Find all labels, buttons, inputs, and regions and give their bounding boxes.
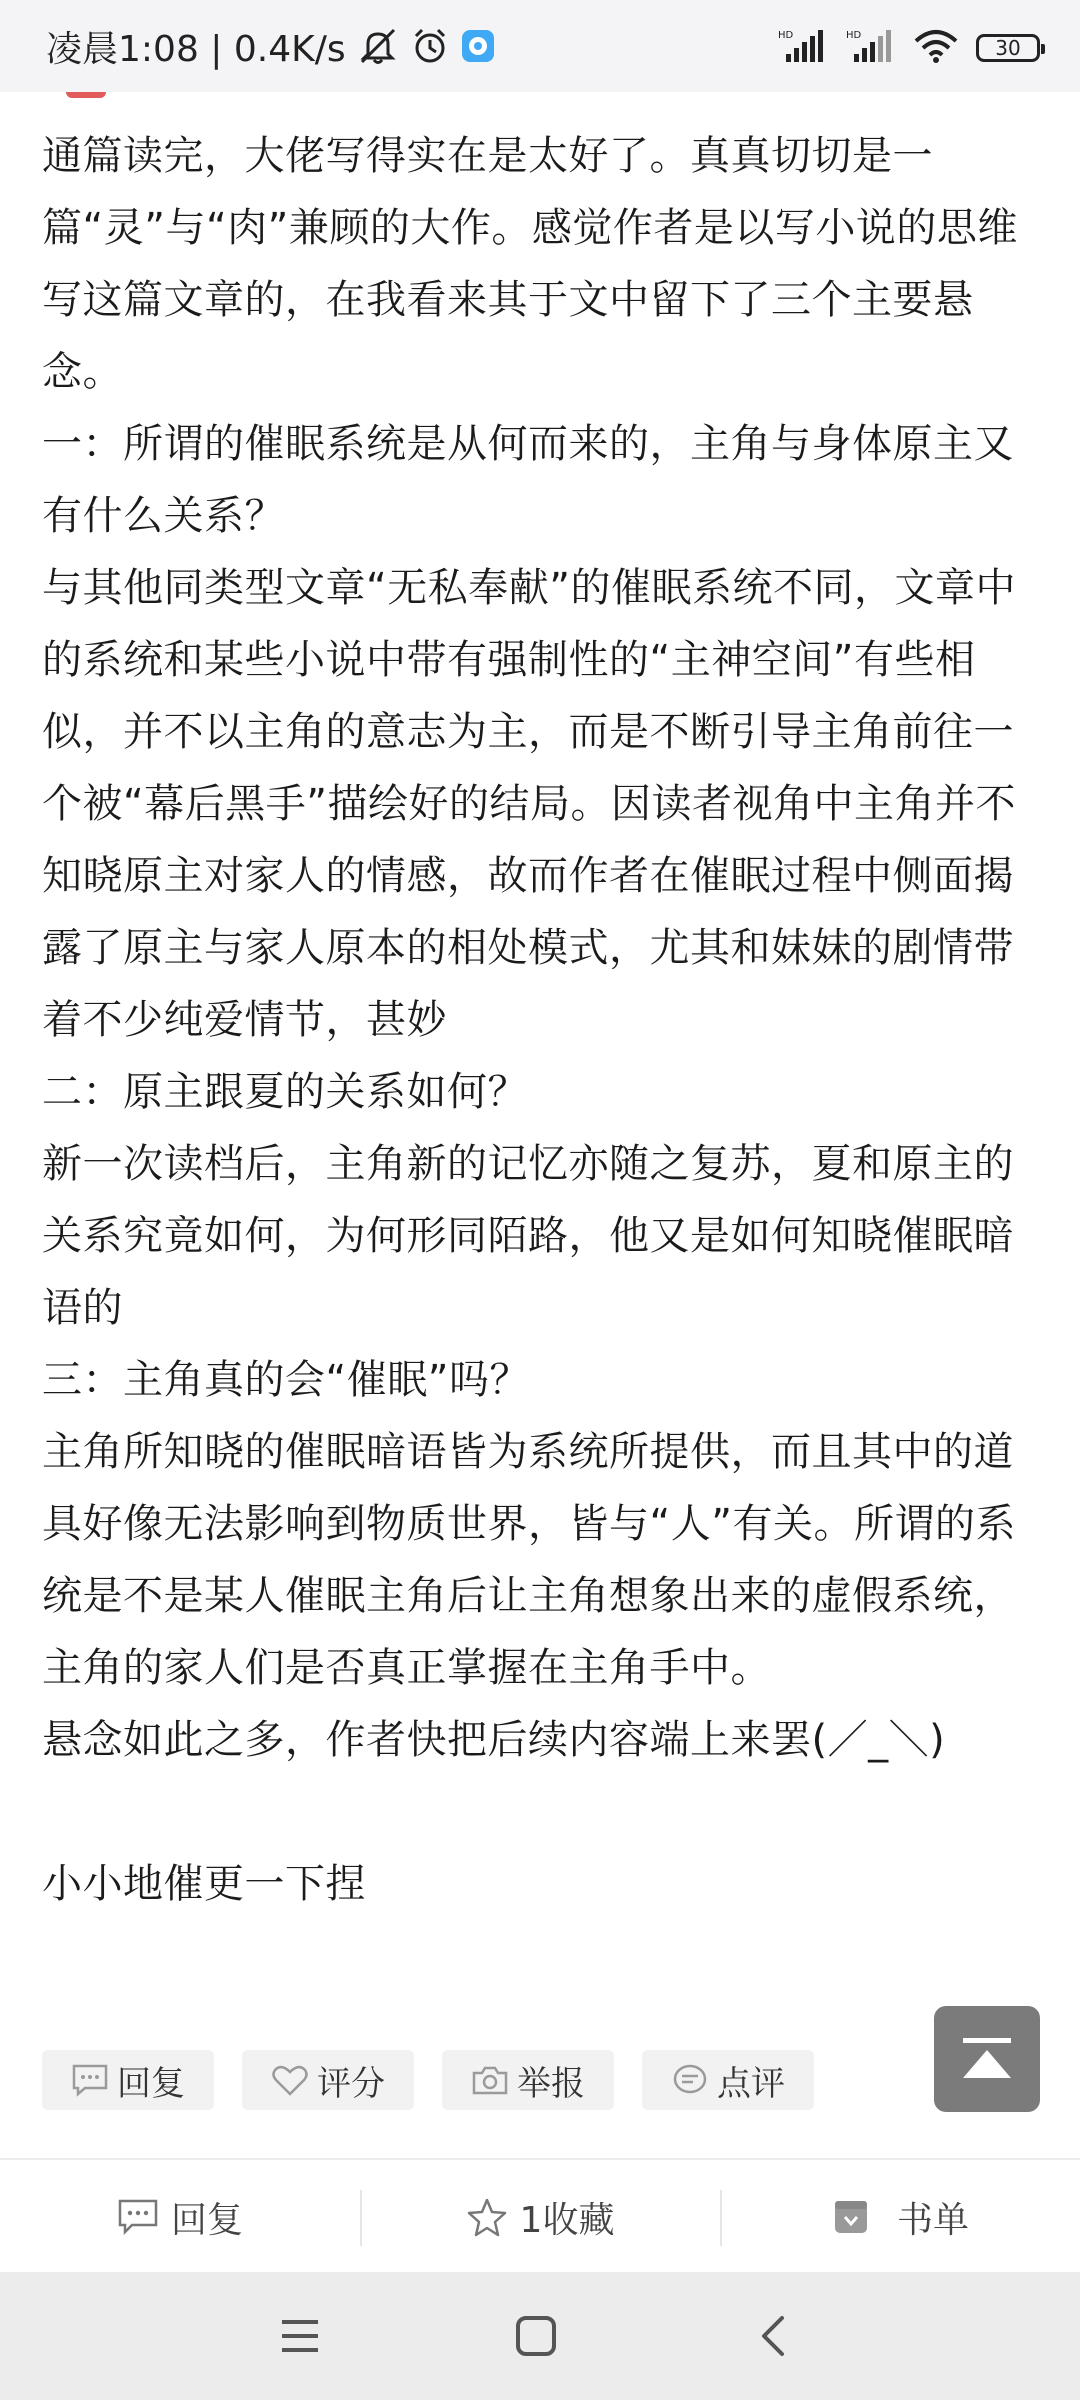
signal-hd-icon — [778, 28, 828, 68]
archive-box-icon — [831, 2197, 871, 2237]
post-paragraph: 通篇读完，大佬写得实在是太好了。真真切切是一篇“灵”与“肉”兼顾的大作。感觉作者是以写小说的思维写这篇文章的，在我看来其于文中留下了三个主要悬念。 — [42, 133, 1018, 395]
spacer — [42, 1776, 1042, 1848]
home-square-icon — [514, 2314, 558, 2358]
camera-icon — [471, 2063, 509, 2097]
bottom-favorite-button[interactable] — [360, 2160, 720, 2274]
status-right — [760, 28, 1040, 68]
system-nav-bar — [0, 2272, 1080, 2400]
comment-button[interactable] — [642, 2050, 814, 2110]
bottom-reply-label: 回复 — [170, 2199, 243, 2241]
heart-icon — [271, 2063, 309, 2097]
bottom-booklist-label: 书单 — [896, 2199, 969, 2241]
rate-button[interactable] — [242, 2050, 414, 2110]
back-chevron-icon — [754, 2314, 794, 2358]
star-icon — [466, 2197, 508, 2237]
alarm-icon — [410, 26, 450, 66]
post-paragraph: 小小地催更一下捏 — [42, 1861, 366, 1907]
svg-text:HD: HD — [778, 30, 794, 41]
arrow-to-top-icon — [957, 2034, 1017, 2084]
rate-button-label: 评分 — [317, 2063, 385, 2104]
post-paragraph: 一：所谓的催眠系统是从何而来的，主角与身体原主又有什么关系？ — [42, 421, 1014, 539]
wifi-icon — [914, 29, 958, 67]
post-paragraph: 主角所知晓的催眠暗语皆为系统所提供，而且其中的道具好像无法影响到物质世界，皆与“人”有关。所谓的系统是不是某人催眠主角后让主角想象出来的虚假系统，主角的家人们是否真正掌握在主角手中。 — [42, 1429, 1016, 1691]
reply-button-label: 回复 — [117, 2063, 185, 2104]
bottom-booklist-button[interactable] — [720, 2160, 1080, 2274]
post-paragraph: 新一次读档后，主角新的记忆亦随之复苏，夏和原主的关系究竟如何，为何形同陌路，他又是如何知晓催眠暗语的 — [42, 1141, 1014, 1331]
home-nav-button[interactable] — [506, 2306, 566, 2366]
comment-button-label: 点评 — [717, 2063, 785, 2104]
mute-bell-icon — [356, 26, 400, 66]
comment-icon — [117, 2198, 159, 2236]
avatar-edge — [66, 92, 106, 98]
status-time-speed: 凌晨1:08 | 0.4K/s — [46, 28, 346, 70]
battery-level: 30 — [995, 36, 1021, 60]
chat-bubble-icon — [671, 2063, 709, 2097]
bottom-action-bar — [0, 2158, 1080, 2274]
post-paragraph: 二：原主跟夏的关系如何？ — [42, 1069, 528, 1115]
app-notification-icon — [460, 28, 496, 64]
menu-nav-button[interactable] — [270, 2306, 330, 2366]
comment-icon — [71, 2063, 109, 2097]
report-button[interactable] — [442, 2050, 614, 2110]
bottom-favorite-label: 1收藏 — [519, 2199, 615, 2241]
status-left — [46, 22, 496, 70]
signal-hd-icon — [846, 28, 896, 68]
post-paragraph: 三：主角真的会“催眠”吗？ — [42, 1357, 530, 1403]
scroll-to-top-button[interactable] — [934, 2006, 1040, 2112]
back-nav-button[interactable] — [744, 2306, 804, 2366]
battery-icon — [976, 34, 1040, 62]
post-content — [42, 120, 1042, 1920]
bottom-reply-button[interactable] — [0, 2160, 360, 2274]
report-button-label: 举报 — [517, 2063, 585, 2104]
post-actions — [42, 2050, 842, 2110]
post-paragraph: 与其他同类型文章“无私奉献”的催眠系统不同，文章中的系统和某些小说中带有强制性的“主神空间”有些相似，并不以主角的意志为主，而是不断引导主角前往一个被“幕后黑手”描绘好的结局。因读者视角中主角并不知晓原主对家人的情感，故而作者在催眠过程中侧面揭露了原主与家人原本的相处模式，尤其和妹妹的剧情带着不少纯爱情节，甚妙 — [42, 565, 1016, 1043]
reply-button[interactable] — [42, 2050, 214, 2110]
status-bar — [0, 0, 1080, 92]
post-paragraph: 悬念如此之多，作者快把后续内容端上来罢(／_＼) — [42, 1717, 946, 1763]
svg-text:HD: HD — [846, 30, 862, 41]
menu-icon — [278, 2316, 322, 2356]
